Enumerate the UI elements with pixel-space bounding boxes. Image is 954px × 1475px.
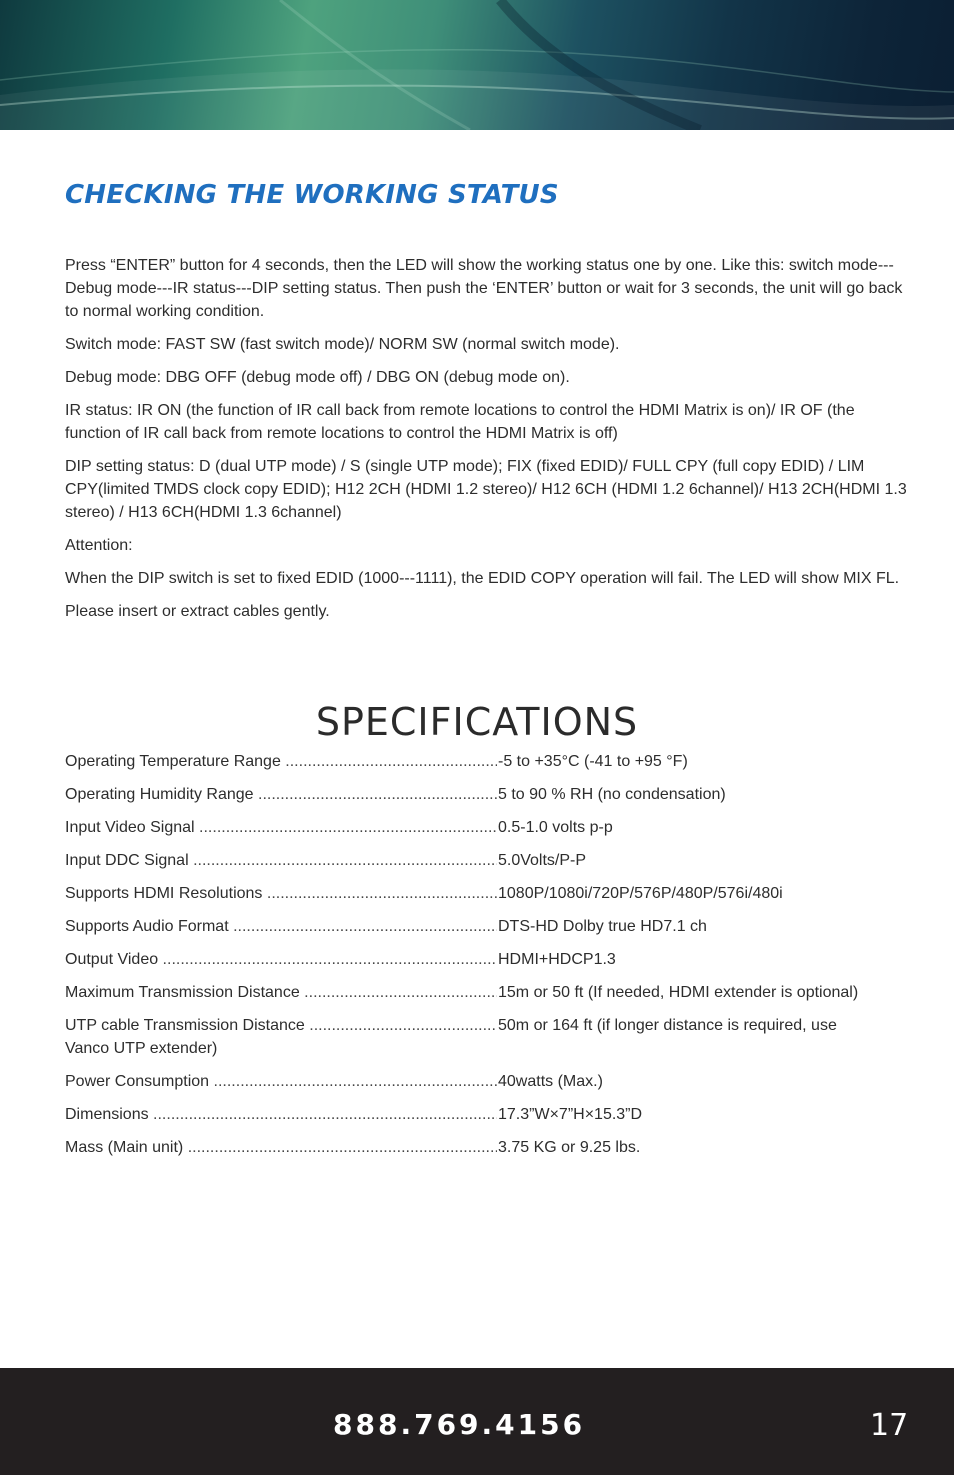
spec-row (65, 1103, 907, 1126)
spec-row (65, 948, 907, 971)
spec-value: HDMI+HDCP1.3 (498, 951, 616, 968)
spec-value: 1080P/1080i/720P/576P/480P/576i/480i (498, 885, 783, 902)
spec-value: 15m or 50 ft (If needed, HDMI extender is optional) (498, 984, 859, 1001)
spec-label: Output Video ..... (65, 948, 497, 971)
paragraph-debug-mode: Debug mode: DBG OFF (debug mode off) / DBG ON (debug mode on). (65, 369, 570, 386)
spec-value: 3.75 KG or 9.25 lbs. (498, 1139, 641, 1156)
spec-row (65, 849, 907, 872)
spec-value: -5 to +35°C (-41 to +95 °F) (498, 753, 688, 770)
spec-row (65, 915, 907, 938)
spec-row (65, 816, 907, 839)
spec-value: 17.3”W×7”H×15.3”D (498, 1106, 643, 1123)
specifications-title: SPECIFICATIONS (315, 700, 639, 744)
phone-number: 888.769.4156 (333, 1408, 586, 1441)
paragraph-ir-status: IR status: IR ON (the function of IR call back from remote locations to control the HDMI Matrix is on)/ IR OF (the function of IR call back from remote locations to control the HDMI Matrix is off) (65, 402, 855, 442)
header-banner (0, 0, 954, 130)
paragraph-attention: Attention: (65, 537, 133, 554)
spec-label: Supports HDMI Resolutions ..... (65, 882, 497, 905)
specifications-list (65, 750, 907, 1169)
spec-value-continuation: Vanco UTP extender) (65, 1040, 218, 1057)
spec-row (65, 981, 907, 1004)
spec-label: Mass (Main unit) ..... (65, 1136, 497, 1159)
spec-row (65, 1136, 907, 1159)
spec-value: 0.5-1.0 volts p-p (498, 819, 613, 836)
section-title: CHECKING THE WORKING STATUS (65, 180, 559, 210)
paragraph-dip-warning: When the DIP switch is set to fixed EDID (1000---1111), the EDID COPY operation will fail. The LED will show MIX FL. (65, 570, 900, 587)
paragraph-cables: Please insert or extract cables gently. (65, 603, 330, 620)
spec-value: 5 to 90 % RH (no condensation) (498, 786, 726, 803)
spec-row (65, 1070, 907, 1093)
spec-row (65, 882, 907, 905)
spec-value: 5.0Volts/P-P (498, 852, 587, 869)
spec-label: Maximum Transmission Distance ..... (65, 981, 497, 1004)
page-number: 17 (870, 1408, 909, 1443)
spec-label: Dimensions ..... (65, 1103, 497, 1126)
paragraph-dip-status: DIP setting status: D (dual UTP mode) / S (single UTP mode); FIX (fixed EDID)/ FULL CPY (full copy EDID) / LIM CPY(limited TMDS clock copy EDID); H12 2CH (HDMI 1.2 stereo)/ H12 6CH (HDMI 1.2 6channel)/ H13 2CH(HDMI 1.3 stereo) / H13 6CH(HDMI 1.3 6channel) (65, 458, 907, 521)
paragraph-intro: Press “ENTER” button for 4 seconds, then the LED will show the working status one by one. Like this: switch mode---Debug mode---IR status---DIP setting status. Then push the ‘ENTER’ button or wait for 3 seconds, the unit will go back to normal working condition. (65, 257, 903, 320)
banner-swoosh-graphic (0, 0, 954, 130)
spec-value: 40watts (Max.) (498, 1073, 603, 1090)
spec-label: Input DDC Signal ..... (65, 849, 497, 872)
spec-label: Power Consumption ..... (65, 1070, 497, 1093)
spec-row (65, 1014, 907, 1060)
spec-label: Supports Audio Format ..... (65, 915, 497, 938)
spec-label: Operating Humidity Range ..... (65, 783, 497, 806)
paragraph-switch-mode: Switch mode: FAST SW (fast switch mode)/ NORM SW (normal switch mode). (65, 336, 620, 353)
spec-label: Operating Temperature Range ..... (65, 750, 497, 773)
spec-label: Input Video Signal ..... (65, 816, 497, 839)
spec-row (65, 783, 907, 806)
spec-label: UTP cable Transmission Distance ..... (65, 1014, 497, 1037)
spec-value: DTS-HD Dolby true HD7.1 ch (498, 918, 707, 935)
spec-value: 50m or 164 ft (if longer distance is required, use (498, 1017, 837, 1034)
section-body (65, 254, 907, 633)
spec-row (65, 750, 907, 773)
